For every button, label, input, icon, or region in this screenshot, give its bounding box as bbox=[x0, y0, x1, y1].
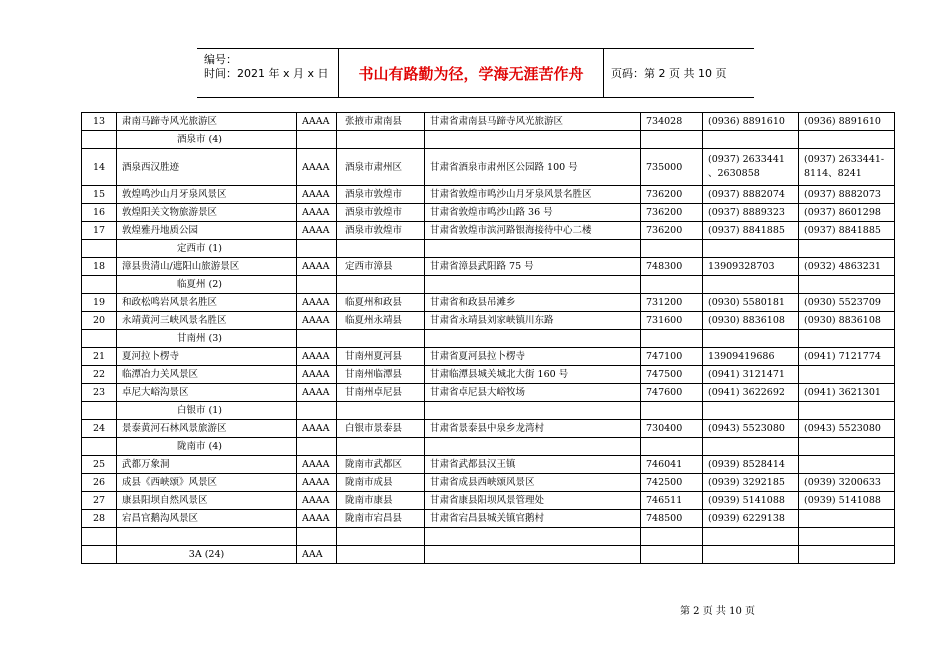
scenic-name-cell: 肃南马蹄寺风光旅游区 bbox=[117, 113, 297, 131]
region-cell: 临夏州永靖县 bbox=[337, 312, 425, 330]
scenic-name-cell: 宕昌官鹅沟风景区 bbox=[117, 510, 297, 528]
grade-cell bbox=[297, 402, 337, 420]
telephone-cell: (0937) 8889323 bbox=[703, 204, 799, 222]
grade-cell: AAAA bbox=[297, 149, 337, 186]
scenic-name-cell: 敦煌阳关文物旅游景区 bbox=[117, 204, 297, 222]
scenic-name-cell: 陇南市 (4) bbox=[117, 438, 297, 456]
fax-cell bbox=[799, 131, 895, 149]
address-cell: 甘肃省康县阳坝风景管理处 bbox=[425, 492, 641, 510]
telephone-cell: (0937) 8882074 bbox=[703, 186, 799, 204]
address-cell: 甘肃省景泰县中泉乡龙湾村 bbox=[425, 420, 641, 438]
postal-code-cell: 747600 bbox=[641, 384, 703, 402]
telephone-line1: (0937) 2633441 bbox=[708, 154, 785, 165]
postal-code-cell: 735000 bbox=[641, 149, 703, 186]
motto: 书山有路勤为径，学海无涯苦作舟 bbox=[338, 49, 604, 97]
scenic-name-cell: 临潭冶力关风景区 bbox=[117, 366, 297, 384]
postal-code-cell: 748300 bbox=[641, 258, 703, 276]
row-number-cell bbox=[82, 240, 117, 258]
row-number-cell: 13 bbox=[82, 113, 117, 131]
address-cell bbox=[425, 528, 641, 546]
row-number-cell bbox=[82, 528, 117, 546]
fax-cell: (0937) 8882073 bbox=[799, 186, 895, 204]
address-cell: 甘肃省夏河县拉卜楞寺 bbox=[425, 348, 641, 366]
scenic-name-cell: 卓尼大峪沟景区 bbox=[117, 384, 297, 402]
postal-code-cell bbox=[641, 528, 703, 546]
region-cell: 酒泉市敦煌市 bbox=[337, 222, 425, 240]
section-row bbox=[82, 330, 895, 348]
fax-cell bbox=[799, 528, 895, 546]
table-row bbox=[82, 186, 895, 204]
telephone-cell bbox=[703, 528, 799, 546]
row-number-cell: 19 bbox=[82, 294, 117, 312]
scenic-name-cell: 甘南州 (3) bbox=[117, 330, 297, 348]
address-cell: 甘肃省宕昌县城关镇官鹅村 bbox=[425, 510, 641, 528]
row-number-cell bbox=[82, 402, 117, 420]
row-number-cell bbox=[82, 330, 117, 348]
table-row bbox=[82, 222, 895, 240]
number-label: 编号： bbox=[204, 53, 237, 66]
section-row bbox=[82, 240, 895, 258]
fax-line1: (0937) 2633441- bbox=[804, 154, 885, 165]
grade-cell bbox=[297, 131, 337, 149]
grade-cell: AAAA bbox=[297, 186, 337, 204]
scenic-name-cell: 武都万象洞 bbox=[117, 456, 297, 474]
grade-cell bbox=[297, 528, 337, 546]
postal-code-cell bbox=[641, 402, 703, 420]
telephone-cell: (0939) 3292185 bbox=[703, 474, 799, 492]
telephone-cell bbox=[703, 131, 799, 149]
postal-code-cell bbox=[641, 330, 703, 348]
row-number-cell bbox=[82, 131, 117, 149]
fax-cell: (0937) 8601298 bbox=[799, 204, 895, 222]
region-cell: 陇南市康县 bbox=[337, 492, 425, 510]
fax-cell: (0939) 3200633 bbox=[799, 474, 895, 492]
scenic-name-cell: 成县《西峡颂》风景区 bbox=[117, 474, 297, 492]
address-cell: 甘肃省漳县武阳路 75 号 bbox=[425, 258, 641, 276]
grade-cell: AAAA bbox=[297, 384, 337, 402]
row-number-cell: 17 bbox=[82, 222, 117, 240]
telephone-cell: (0943) 5523080 bbox=[703, 420, 799, 438]
address-cell bbox=[425, 330, 641, 348]
fax-cell: (0941) 7121774 bbox=[799, 348, 895, 366]
telephone-cell: 13909328703 bbox=[703, 258, 799, 276]
time-label: 时间：2021 年 x 月 x 日 bbox=[204, 67, 329, 80]
scenic-name-cell: 康县阳坝自然风景区 bbox=[117, 492, 297, 510]
table-row bbox=[82, 384, 895, 402]
address-cell: 甘肃省敦煌市鸣沙山路 36 号 bbox=[425, 204, 641, 222]
region-cell: 酒泉市肃州区 bbox=[337, 149, 425, 186]
row-number-cell: 16 bbox=[82, 204, 117, 222]
row-number-cell bbox=[82, 438, 117, 456]
grade-cell: AAAA bbox=[297, 258, 337, 276]
region-cell bbox=[337, 240, 425, 258]
postal-code-cell: 736200 bbox=[641, 204, 703, 222]
fax-cell bbox=[799, 438, 895, 456]
postal-code-cell bbox=[641, 131, 703, 149]
fax-cell: (0936) 8891610 bbox=[799, 113, 895, 131]
address-cell bbox=[425, 546, 641, 564]
fax-cell: (0930) 8836108 bbox=[799, 312, 895, 330]
grade-cell: AAAA bbox=[297, 294, 337, 312]
region-cell bbox=[337, 402, 425, 420]
fax-cell bbox=[799, 330, 895, 348]
telephone-cell bbox=[703, 276, 799, 294]
address-cell bbox=[425, 402, 641, 420]
region-cell bbox=[337, 546, 425, 564]
page-info: 页码：第 2 页 共 10 页 bbox=[611, 67, 727, 80]
region-cell: 陇南市成县 bbox=[337, 474, 425, 492]
address-cell: 甘肃省敦煌市滨河路银海接待中心二楼 bbox=[425, 222, 641, 240]
telephone-cell: (0939) 8528414 bbox=[703, 456, 799, 474]
scenic-name-cell: 敦煌雅丹地质公园 bbox=[117, 222, 297, 240]
region-cell bbox=[337, 276, 425, 294]
address-cell: 甘肃省肃南县马蹄寺风光旅游区 bbox=[425, 113, 641, 131]
row-number-cell: 20 bbox=[82, 312, 117, 330]
address-cell: 甘肃省武都县汉王镇 bbox=[425, 456, 641, 474]
row-number-cell: 18 bbox=[82, 258, 117, 276]
table-body bbox=[82, 113, 895, 564]
fax-cell bbox=[799, 276, 895, 294]
telephone-cell bbox=[703, 240, 799, 258]
grade-cell: AAAA bbox=[297, 348, 337, 366]
grade-cell: AAAA bbox=[297, 420, 337, 438]
telephone-cell: (0930) 8836108 bbox=[703, 312, 799, 330]
row-number-cell: 15 bbox=[82, 186, 117, 204]
postal-code-cell: 730400 bbox=[641, 420, 703, 438]
postal-code-cell bbox=[641, 240, 703, 258]
postal-code-cell: 736200 bbox=[641, 222, 703, 240]
telephone-cell: (0939) 6229138 bbox=[703, 510, 799, 528]
telephone-cell: (0936) 8891610 bbox=[703, 113, 799, 131]
scenic-name-cell: 白银市 (1) bbox=[117, 402, 297, 420]
section-row bbox=[82, 131, 895, 149]
table-row bbox=[82, 528, 895, 546]
row-number-cell: 14 bbox=[82, 149, 117, 186]
region-cell bbox=[337, 131, 425, 149]
grade-cell: AAAA bbox=[297, 510, 337, 528]
postal-code-cell bbox=[641, 276, 703, 294]
region-cell: 甘南州临潭县 bbox=[337, 366, 425, 384]
postal-code-cell: 748500 bbox=[641, 510, 703, 528]
postal-code-cell: 746511 bbox=[641, 492, 703, 510]
telephone-cell: (0939) 5141088 bbox=[703, 492, 799, 510]
postal-code-cell: 736200 bbox=[641, 186, 703, 204]
address-cell: 甘肃省成县西峡颂风景区 bbox=[425, 474, 641, 492]
region-cell: 张掖市肃南县 bbox=[337, 113, 425, 131]
address-cell: 甘肃省敦煌市鸣沙山月牙泉风景名胜区 bbox=[425, 186, 641, 204]
postal-code-cell: 731200 bbox=[641, 294, 703, 312]
fax-cell bbox=[799, 366, 895, 384]
address-cell bbox=[425, 438, 641, 456]
address-cell bbox=[425, 276, 641, 294]
table-row bbox=[82, 492, 895, 510]
address-cell: 甘肃省酒泉市肃州区公园路 100 号 bbox=[425, 149, 641, 186]
region-cell: 陇南市武都区 bbox=[337, 456, 425, 474]
section-row bbox=[82, 276, 895, 294]
scenic-name-cell: 定西市 (1) bbox=[117, 240, 297, 258]
fax-cell: (0943) 5523080 bbox=[799, 420, 895, 438]
region-cell: 陇南市宕昌县 bbox=[337, 510, 425, 528]
row-number-cell: 24 bbox=[82, 420, 117, 438]
telephone-cell bbox=[703, 438, 799, 456]
table-row bbox=[82, 204, 895, 222]
postal-code-cell bbox=[641, 438, 703, 456]
page-footer: 第 2 页 共 10 页 bbox=[680, 606, 755, 617]
region-cell: 酒泉市敦煌市 bbox=[337, 186, 425, 204]
grade-cell: AAAA bbox=[297, 113, 337, 131]
region-cell: 甘南州卓尼县 bbox=[337, 384, 425, 402]
table-row bbox=[82, 474, 895, 492]
scenic-spot-table bbox=[81, 112, 895, 564]
table-row bbox=[82, 312, 895, 330]
table-row bbox=[82, 149, 895, 186]
region-cell: 酒泉市敦煌市 bbox=[337, 204, 425, 222]
postal-code-cell: 742500 bbox=[641, 474, 703, 492]
table-row bbox=[82, 113, 895, 131]
scenic-name-cell: 永靖黄河三峡风景名胜区 bbox=[117, 312, 297, 330]
grade-cell: AAAA bbox=[297, 204, 337, 222]
fax-cell bbox=[799, 510, 895, 528]
table-row bbox=[82, 420, 895, 438]
address-cell: 甘肃省卓尼县大峪牧场 bbox=[425, 384, 641, 402]
table-row bbox=[82, 456, 895, 474]
row-number-cell: 26 bbox=[82, 474, 117, 492]
address-cell: 甘肃省和政县吊滩乡 bbox=[425, 294, 641, 312]
fax-cell bbox=[799, 240, 895, 258]
row-number-cell: 23 bbox=[82, 384, 117, 402]
grade-cell bbox=[297, 438, 337, 456]
scenic-name-cell: 3A (24) bbox=[117, 546, 297, 564]
grade-cell: AAAA bbox=[297, 222, 337, 240]
region-cell: 定西市漳县 bbox=[337, 258, 425, 276]
row-number-cell: 28 bbox=[82, 510, 117, 528]
fax-cell bbox=[799, 402, 895, 420]
table-row bbox=[82, 294, 895, 312]
scenic-name-cell bbox=[117, 528, 297, 546]
telephone-cell bbox=[703, 149, 799, 186]
postal-code-cell: 731600 bbox=[641, 312, 703, 330]
scenic-name-cell: 酒泉市 (4) bbox=[117, 131, 297, 149]
fax-cell: (0932) 4863231 bbox=[799, 258, 895, 276]
region-cell: 临夏州和政县 bbox=[337, 294, 425, 312]
grade-cell bbox=[297, 330, 337, 348]
telephone-cell bbox=[703, 330, 799, 348]
postal-code-cell: 747500 bbox=[641, 366, 703, 384]
region-cell bbox=[337, 330, 425, 348]
row-number-cell bbox=[82, 546, 117, 564]
row-number-cell: 22 bbox=[82, 366, 117, 384]
telephone-line2: 、2630858 bbox=[708, 168, 760, 179]
fax-cell: (0941) 3621301 bbox=[799, 384, 895, 402]
grade-cell: AAAA bbox=[297, 492, 337, 510]
row-number-cell: 27 bbox=[82, 492, 117, 510]
fax-cell: (0939) 5141088 bbox=[799, 492, 895, 510]
region-cell: 甘南州夏河县 bbox=[337, 348, 425, 366]
telephone-cell: 13909419686 bbox=[703, 348, 799, 366]
row-number-cell: 25 bbox=[82, 456, 117, 474]
region-cell: 白银市景泰县 bbox=[337, 420, 425, 438]
scenic-name-cell: 酒泉西汉胜迹 bbox=[117, 149, 297, 186]
grade-cell: AAAA bbox=[297, 456, 337, 474]
table-row bbox=[82, 510, 895, 528]
fax-cell bbox=[799, 149, 895, 186]
grade-cell: AAA bbox=[297, 546, 337, 564]
page-header bbox=[197, 48, 754, 98]
postal-code-cell: 746041 bbox=[641, 456, 703, 474]
grade-cell bbox=[297, 240, 337, 258]
postal-code-cell: 747100 bbox=[641, 348, 703, 366]
scenic-name-cell: 临夏州 (2) bbox=[117, 276, 297, 294]
scenic-name-cell: 漳县贵清山/遮阳山旅游景区 bbox=[117, 258, 297, 276]
grade-cell: AAAA bbox=[297, 366, 337, 384]
telephone-cell bbox=[703, 402, 799, 420]
scenic-name-cell: 夏河拉卜楞寺 bbox=[117, 348, 297, 366]
address-cell: 甘肃临潭县城关城北大街 160 号 bbox=[425, 366, 641, 384]
section-row bbox=[82, 438, 895, 456]
fax-cell bbox=[799, 546, 895, 564]
postal-code-cell bbox=[641, 546, 703, 564]
scenic-name-cell: 和政松鸣岩风景名胜区 bbox=[117, 294, 297, 312]
telephone-cell bbox=[703, 546, 799, 564]
grade-cell: AAAA bbox=[297, 474, 337, 492]
header-left bbox=[197, 49, 338, 97]
fax-cell: (0930) 5523709 bbox=[799, 294, 895, 312]
table-row bbox=[82, 366, 895, 384]
table-row bbox=[82, 546, 895, 564]
address-cell: 甘肃省永靖县刘家峡镇川东路 bbox=[425, 312, 641, 330]
address-cell bbox=[425, 131, 641, 149]
scenic-name-cell: 景泰黄河石林风景旅游区 bbox=[117, 420, 297, 438]
table-row bbox=[82, 348, 895, 366]
fax-line2: 8114、8241 bbox=[804, 168, 862, 179]
row-number-cell: 21 bbox=[82, 348, 117, 366]
region-cell bbox=[337, 438, 425, 456]
postal-code-cell: 734028 bbox=[641, 113, 703, 131]
telephone-cell: (0941) 3121471 bbox=[703, 366, 799, 384]
address-cell bbox=[425, 240, 641, 258]
telephone-cell: (0930) 5580181 bbox=[703, 294, 799, 312]
row-number-cell bbox=[82, 276, 117, 294]
scenic-name-cell: 敦煌鸣沙山月牙泉风景区 bbox=[117, 186, 297, 204]
grade-cell: AAAA bbox=[297, 312, 337, 330]
telephone-cell: (0937) 8841885 bbox=[703, 222, 799, 240]
fax-cell bbox=[799, 456, 895, 474]
table-row bbox=[82, 258, 895, 276]
region-cell bbox=[337, 528, 425, 546]
grade-cell bbox=[297, 276, 337, 294]
fax-cell: (0937) 8841885 bbox=[799, 222, 895, 240]
section-row bbox=[82, 402, 895, 420]
telephone-cell: (0941) 3622692 bbox=[703, 384, 799, 402]
